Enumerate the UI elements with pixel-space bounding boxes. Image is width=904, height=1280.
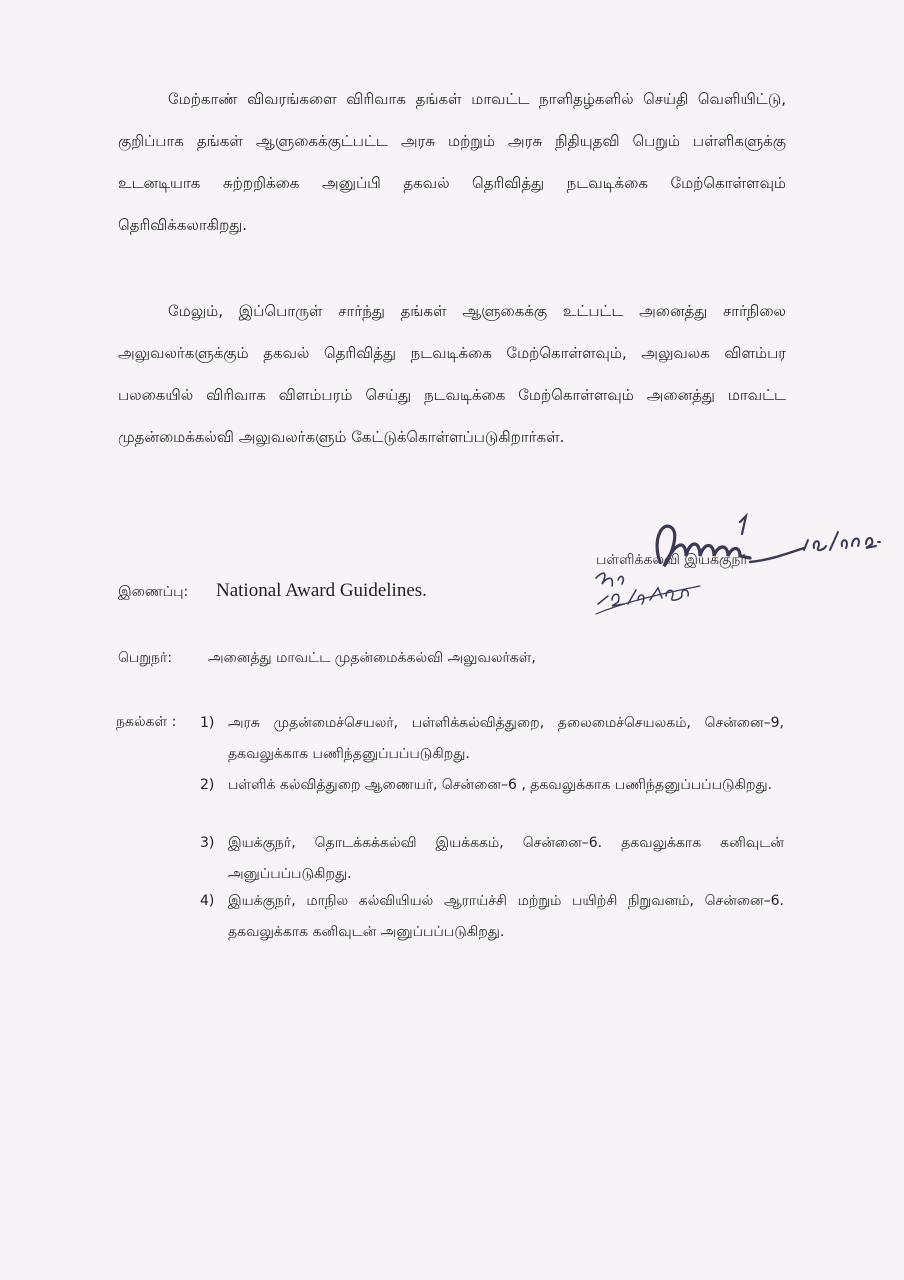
attachment-line	[118, 580, 427, 602]
list-item-number: 3)	[200, 835, 215, 851]
body-paragraph-1: மேற்காண் விவரங்களை விரிவாக தங்கள் மாவட்ட நாளிதழ்களில் செய்தி வெளியிட்டு, குறிப்பாக தங்கள் ஆளுகைக்குட்பட்ட அரசு மற்றும் அரசு நிதியுதவி பெறும் பள்ளிகளுக்கு உடனடியாக சுற்றறிக்கை அனுப்பி தகவல் தெரிவித்து நடவடிக்கை மேற்கொள்ளவும் தெரிவிக்கலாகிறது.	[118, 90, 786, 234]
list-item-text: பள்ளிக் கல்வித்துறை ஆணையர், சென்னை–6 , தகவலுக்காக பணிந்தனுப்பப்படுகிறது.	[228, 777, 773, 793]
attachment-value: National Award Guidelines.	[216, 580, 427, 601]
signature-block	[590, 500, 890, 630]
attachment-label: இணைப்பு:	[118, 584, 189, 600]
list-item-number: 2)	[200, 777, 215, 793]
recipient-value: அனைத்து மாவட்ட முதன்மைக்கல்வி அலுவலர்கள்,	[208, 650, 536, 666]
copies-label: நகல்கள் :	[116, 714, 177, 730]
list-item	[200, 708, 784, 770]
list-item	[200, 770, 784, 801]
list-item	[200, 886, 784, 948]
signatory-title: பள்ளிக்கல்வி இயக்குநர்	[596, 552, 748, 568]
handwritten-signature-icon	[590, 500, 890, 630]
list-item-number: 4)	[200, 893, 215, 909]
recipient-line	[118, 650, 536, 668]
list-item-text: இயக்குநர், மாநில கல்வியியல் ஆராய்ச்சி மற்றும் பயிற்சி நிறுவனம், சென்னை–6. தகவலுக்காக கனிவுடன் அனுப்பப்படுகிறது.	[228, 893, 784, 940]
list-item-text: அரசு முதன்மைச்செயலர், பள்ளிக்கல்வித்துறை, தலைமைச்செயலகம், சென்னை–9, தகவலுக்காக பணிந்தனுப்பப்படுகிறது.	[228, 715, 784, 762]
list-item-number: 1)	[200, 715, 215, 731]
list-item-text: இயக்குநர், தொடக்கக்கல்வி இயக்ககம், சென்னை–6. தகவலுக்காக கனிவுடன் அனுப்பப்படுகிறது.	[228, 835, 784, 882]
recipient-label: பெறுநர்:	[118, 650, 173, 666]
body-paragraph-2: மேலும், இப்பொருள் சார்ந்து தங்கள் ஆளுகைக்கு உட்பட்ட அனைத்து சார்நிலை அலுவலர்களுக்கும் தகவல் தெரிவித்து நடவடிக்கை மேற்கொள்ளவும், அலுவலக விளம்பர பலகையில் விரிவாக விளம்பரம் செய்து நடவடிக்கை மேற்கொள்ளவும் அனைத்து மாவட்ட முதன்மைக்கல்வி அலுவலர்களும் கேட்டுக்கொள்ளப்படுகிறார்கள்.	[118, 302, 786, 446]
list-item	[200, 828, 784, 890]
